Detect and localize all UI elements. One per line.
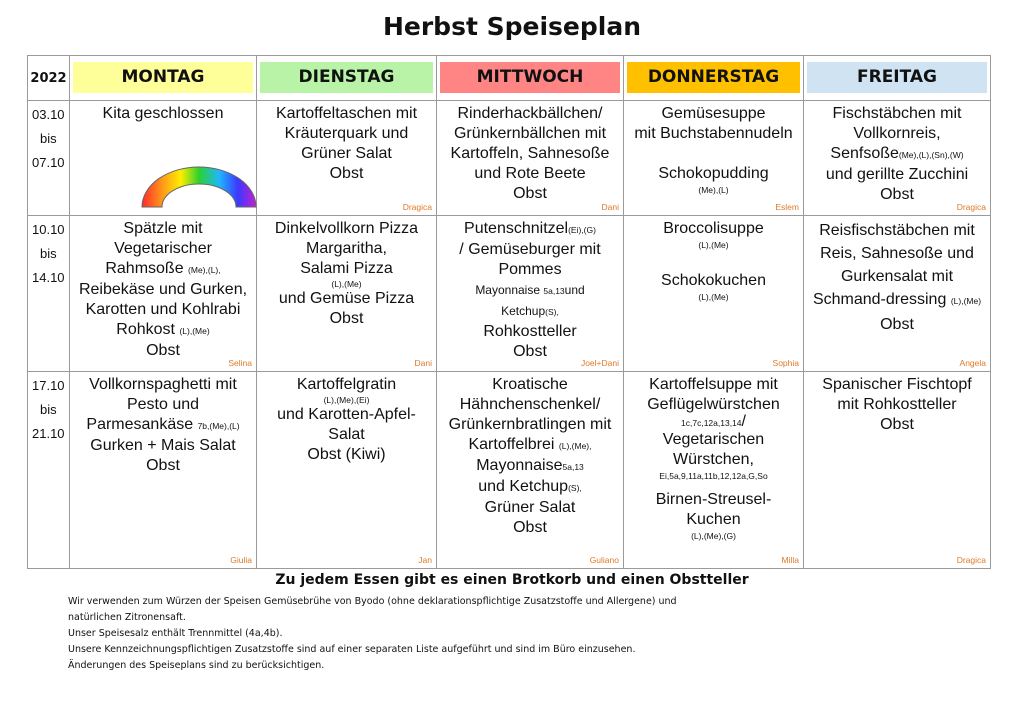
meal-line: Obst <box>146 342 180 359</box>
meal-line: Obst <box>513 519 547 536</box>
note-line: Unser Speisesalz enthält Trennmittel (4a,4b). <box>68 628 283 639</box>
meal-line: Grünkernbratlingen mit <box>448 416 612 433</box>
page-title: Herbst Speiseplan <box>382 12 642 41</box>
cook-name: Dani <box>601 202 619 212</box>
meal-line: Broccolisuppe <box>663 220 764 237</box>
allergen-label: 7b,(Me),(L) <box>197 421 240 431</box>
week-row <box>28 101 991 216</box>
allergen-label: (L),(Me),(G) <box>691 531 736 541</box>
meal-line: und Ketchup <box>478 478 569 495</box>
meal-line: Parmesankäse <box>86 416 194 433</box>
meal-line: Reibekäse und Gurken, <box>78 281 248 298</box>
meal-cell <box>70 216 257 372</box>
date-to: 21.10 <box>32 426 65 441</box>
meal-line: / Gemüseburger mit <box>459 241 601 258</box>
allergen-label: (Ei),(G) <box>568 225 596 235</box>
meal-line: Grünkernbällchen mit <box>453 125 607 142</box>
meal-line: Obst <box>880 186 914 203</box>
date-bis: bis <box>40 131 57 146</box>
allergen-label: (Me),(L) <box>698 185 729 195</box>
allergen-label: 5a,13 <box>543 286 565 296</box>
meal-line: Pesto und <box>126 396 200 413</box>
meal-line: Obst <box>329 165 364 182</box>
date-bis: bis <box>40 402 57 417</box>
meal-line: Spätzle mit <box>123 220 203 237</box>
date-from: 03.10 <box>32 107 65 122</box>
cook-name: Selina <box>228 358 252 368</box>
meal-cell <box>437 372 624 569</box>
meal-line: Obst <box>146 457 180 474</box>
meal-line: Kräuterquark und <box>284 125 409 142</box>
meal-line: und gerillte Zucchini <box>825 166 969 183</box>
week-row <box>28 216 991 372</box>
week-dates <box>28 372 70 569</box>
meal-line: Reisfischstäbchen mit <box>819 222 975 239</box>
meal-line: Kartoffelbrei <box>468 436 555 453</box>
allergen-label: (L),(Me), <box>558 441 592 451</box>
date-to: 14.10 <box>32 270 65 285</box>
meal-line: Kartoffeln, Sahnesoße <box>450 145 610 162</box>
meal-line: Grüner Salat <box>484 499 576 516</box>
meal-line: Gurkensalat mit <box>840 268 954 285</box>
allergen-label: 1c,7c,12a,13,14 <box>681 418 742 428</box>
meal-line: Fischstäbchen mit <box>832 105 962 122</box>
meal-line: Reis, Sahnesoße und <box>820 245 974 262</box>
cook-name: Angela <box>959 358 986 368</box>
day-monday: MONTAG <box>73 62 253 93</box>
note-line: Unsere Kennzeichnungspflichtigen Zusatzstoffe sind auf einer separaten Liste aufgeführt und sind im Büro einzusehen. <box>68 644 636 655</box>
meal-line: Obst <box>880 316 914 333</box>
meal-line: Senfsoße <box>830 145 899 162</box>
meal-line: Würstchen, <box>673 451 754 468</box>
cook-name: Guliano <box>589 555 619 565</box>
meal-line: Obst <box>880 416 914 433</box>
note-line: natürlichen Zitronensaft. <box>68 612 186 623</box>
year-label: 2022 <box>28 56 70 101</box>
cook-name: Joel+Dani <box>580 358 619 368</box>
meal-line: Rahmsoße <box>105 260 184 277</box>
cook-name: Eslem <box>775 202 799 212</box>
note-line: Wir verwenden zum Würzen der Speisen Gemüsebrühe von Byodo (ohne deklarationspflichtige Zusatzstoffe und Allergene) und <box>68 596 677 607</box>
meal-line: Obst (Kiwi) <box>307 446 386 463</box>
meal-line: und <box>564 283 585 297</box>
meal-line: Geflügelwürstchen <box>647 396 780 413</box>
day-friday: FREITAG <box>807 62 987 93</box>
meal-line: Margaritha, <box>306 240 387 257</box>
meal-line: Grüner Salat <box>301 145 392 162</box>
meal-line: Schmand-dressing <box>812 291 947 308</box>
meal-cell <box>624 101 804 216</box>
cook-name: Jan <box>418 555 432 565</box>
meal-cell <box>257 372 437 569</box>
cook-name: Giulia <box>230 555 252 565</box>
meal-line: Rohkost <box>116 321 175 338</box>
meal-cell: Kartoffelsuppe mit Geflügelwürstchen 1c,7c,12a,13,14/ Vegetarischen Würstchen, Ei,5a,9,11a,11b,12,12a,G,So Birnen-Streusel- Kuchen (L),(Me),(G) Milla <box>624 372 804 569</box>
meal-line: Kroatische <box>492 376 568 393</box>
meal-line: mit Rohkostteller <box>837 396 957 413</box>
cook-name: Dragica <box>402 202 432 212</box>
rainbow-icon <box>138 159 260 209</box>
allergen-label: (S), <box>568 483 582 493</box>
meal-line: und Gemüse Pizza <box>278 290 415 307</box>
meal-line: Schokopudding <box>658 165 769 182</box>
allergen-label: (L),(Me) <box>950 296 982 306</box>
allergen-label: 5a,13 <box>562 462 584 472</box>
meal-cell <box>804 216 991 372</box>
meal-line: Gemüsesuppe <box>661 105 766 122</box>
meal-cell <box>437 216 624 372</box>
cook-name: Dani <box>414 358 432 368</box>
meal-line: Rinderhackbällchen/ <box>457 105 603 122</box>
meal-line: Pommes <box>498 261 562 278</box>
week-dates <box>28 216 70 372</box>
meal-line: Mayonnaise <box>475 283 541 297</box>
date-bis: bis <box>40 246 57 261</box>
meal-line: Obst <box>513 343 547 360</box>
meal-line: Salami Pizza <box>300 260 393 277</box>
meal-line: Putenschnitzel <box>464 220 569 237</box>
meal-cell <box>257 101 437 216</box>
allergen-label: Ei,5a,9,11a,11b,12,12a,G,So <box>659 471 768 481</box>
cook-name: Dragica <box>956 202 986 212</box>
day-wednesday: MITTWOCH <box>440 62 620 93</box>
note-line: Änderungen des Speiseplans sind zu berücksichtigen. <box>68 660 325 671</box>
meal-line: Rohkostteller <box>483 323 577 340</box>
meal-line: Karotten und Kohlrabi <box>85 301 241 318</box>
allergen-label: (Me),(L),(Sn),(W) <box>898 150 964 160</box>
meal-cell <box>70 101 257 216</box>
header-row <box>28 56 991 101</box>
meal-cell <box>437 101 624 216</box>
meal-line: Birnen-Streusel- <box>655 491 772 508</box>
meal-line: Mayonnaise <box>476 457 563 474</box>
meal-line: und Rote Beete <box>474 165 586 182</box>
cook-name: Sophia <box>772 358 799 368</box>
allergen-label: (L),(Me) <box>179 326 210 336</box>
meal-line: Obst <box>329 310 364 327</box>
date-to: 07.10 <box>32 155 65 170</box>
meal-line: Vollkornspaghetti mit <box>89 376 237 393</box>
meal-line: Kartoffeltaschen mit <box>275 105 418 122</box>
week-dates <box>28 101 70 216</box>
meal-line: mit Buchstabennudeln <box>634 125 793 142</box>
meal-line: Vollkornreis, <box>853 125 941 142</box>
meal-cell <box>804 372 991 569</box>
date-from: 10.10 <box>32 222 65 237</box>
date-from: 17.10 <box>32 378 65 393</box>
meal-line: Obst <box>513 185 547 202</box>
meal-line: Schokokuchen <box>661 272 766 289</box>
menu-table <box>27 55 991 569</box>
meal-cell <box>804 101 991 216</box>
meal-line: Kuchen <box>686 511 741 528</box>
meal-line: Kartoffelsuppe mit <box>649 376 778 393</box>
meal-line: Kita geschlossen <box>102 105 224 122</box>
meal-line: Vegetarischen <box>662 431 765 448</box>
meal-line: Kartoffelgratin <box>296 376 397 393</box>
allergen-label: (Me),(L), <box>188 265 221 275</box>
allergen-label: (L),(Me),(Ei) <box>323 395 370 405</box>
meal-line: Gurken + Mais Salat <box>90 437 236 454</box>
cook-name: Dragica <box>956 555 986 565</box>
day-tuesday: DIENSTAG <box>260 62 433 93</box>
footer-headline: Zu jedem Essen gibt es einen Brotkorb und einen Obstteller <box>275 572 749 588</box>
day-thursday: DONNERSTAG <box>627 62 800 93</box>
meal-line: Vegetarischer <box>114 240 212 257</box>
allergen-label: (S), <box>545 307 559 317</box>
meal-line: Dinkelvollkorn Pizza <box>274 220 419 237</box>
meal-line: Ketchup <box>501 304 546 318</box>
meal-cell <box>624 216 804 372</box>
meal-cell <box>257 216 437 372</box>
meal-line: Spanischer Fischtopf <box>822 376 972 393</box>
allergen-label: (L),(Me) <box>698 292 729 302</box>
meal-line: und Karotten-Apfel- <box>277 406 416 423</box>
footer-notes <box>68 594 768 674</box>
meal-line: Salat <box>328 426 365 443</box>
allergen-label: (L),(Me) <box>331 279 362 289</box>
allergen-label: (L),(Me) <box>698 240 729 250</box>
week-row <box>28 372 991 569</box>
meal-line: Hähnchenschenkel/ <box>459 396 601 413</box>
cook-name: Milla <box>781 555 799 565</box>
meal-cell <box>70 372 257 569</box>
